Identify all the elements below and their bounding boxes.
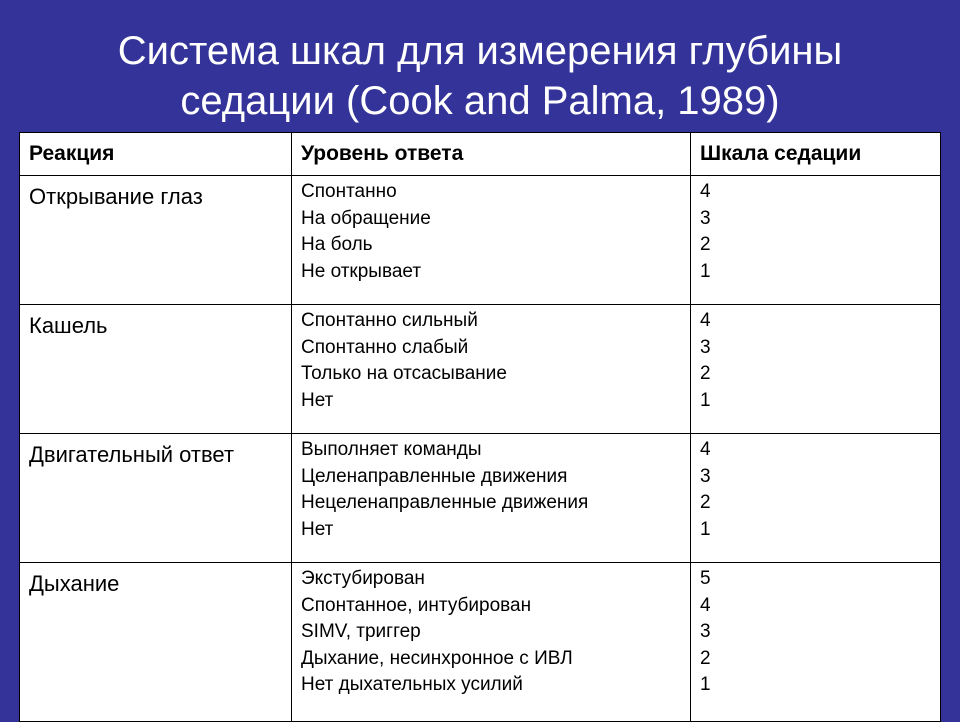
slide-title-line-1: Система шкал для измерения глубины — [117, 29, 843, 73]
response-item: Нет — [301, 389, 334, 411]
score-item: 1 — [700, 260, 711, 282]
score-item: 2 — [700, 363, 711, 384]
header-response-level: Уровень ответа — [292, 133, 691, 176]
header-sedation-score: Шкала седации — [691, 133, 941, 176]
response-item: На боль — [301, 234, 373, 255]
score-item: 3 — [700, 336, 711, 358]
responses-cell — [292, 434, 691, 563]
reaction-cell: Дыхание — [20, 563, 292, 722]
score-item: 1 — [700, 518, 711, 540]
response-item: Экстубирован — [301, 568, 425, 589]
table-row — [20, 305, 941, 434]
table-header-row — [20, 133, 941, 176]
scores-cell — [691, 176, 941, 305]
table-row — [20, 434, 941, 563]
reaction-cell: Открывание глаз — [20, 176, 292, 305]
score-item: 2 — [700, 492, 711, 513]
response-item: Нет — [301, 518, 334, 540]
responses-cell — [292, 176, 691, 305]
slide-title-line-2: седации (Cook and Palma, 1989) — [180, 79, 780, 123]
response-item: Нецеленаправленные движения — [301, 492, 589, 513]
table-row — [20, 563, 941, 722]
score-item: 3 — [700, 621, 711, 642]
score-item: 4 — [700, 181, 711, 202]
score-item: 1 — [700, 674, 711, 695]
score-item: 5 — [700, 568, 711, 589]
scores-cell — [691, 305, 941, 434]
score-item: 1 — [700, 389, 711, 411]
response-item: Не открывает — [301, 260, 422, 282]
score-item: 3 — [700, 465, 711, 487]
score-item: 4 — [700, 594, 711, 616]
reaction-cell: Кашель — [20, 305, 292, 434]
scores-cell — [691, 563, 941, 722]
responses-cell — [292, 305, 691, 434]
score-item: 2 — [700, 234, 711, 255]
slide-title — [0, 26, 960, 126]
sedation-scale-table — [19, 132, 941, 722]
score-item: 3 — [700, 207, 711, 229]
score-item: 2 — [700, 647, 711, 669]
response-item: SIMV, триггер — [301, 621, 421, 642]
reaction-cell: Двигательный ответ — [20, 434, 292, 563]
header-reaction: Реакция — [20, 133, 292, 176]
response-item: Целенаправленные движения — [301, 465, 568, 487]
scores-cell — [691, 434, 941, 563]
response-item: Нет дыхательных усилий — [301, 674, 523, 695]
response-item: Дыхание, несинхронное с ИВЛ — [301, 647, 573, 669]
response-item: Спонтанно сильный — [301, 310, 478, 331]
response-item: Спонтанно — [301, 181, 397, 202]
score-item: 4 — [700, 310, 711, 331]
response-item: Выполняет команды — [301, 439, 482, 460]
response-item: Спонтанное, интубирован — [301, 594, 532, 616]
response-item: Спонтанно слабый — [301, 336, 469, 358]
responses-cell — [292, 563, 691, 722]
response-item: Только на отсасывание — [301, 363, 507, 384]
response-item: На обращение — [301, 207, 431, 229]
table-row — [20, 176, 941, 305]
score-item: 4 — [700, 439, 711, 460]
